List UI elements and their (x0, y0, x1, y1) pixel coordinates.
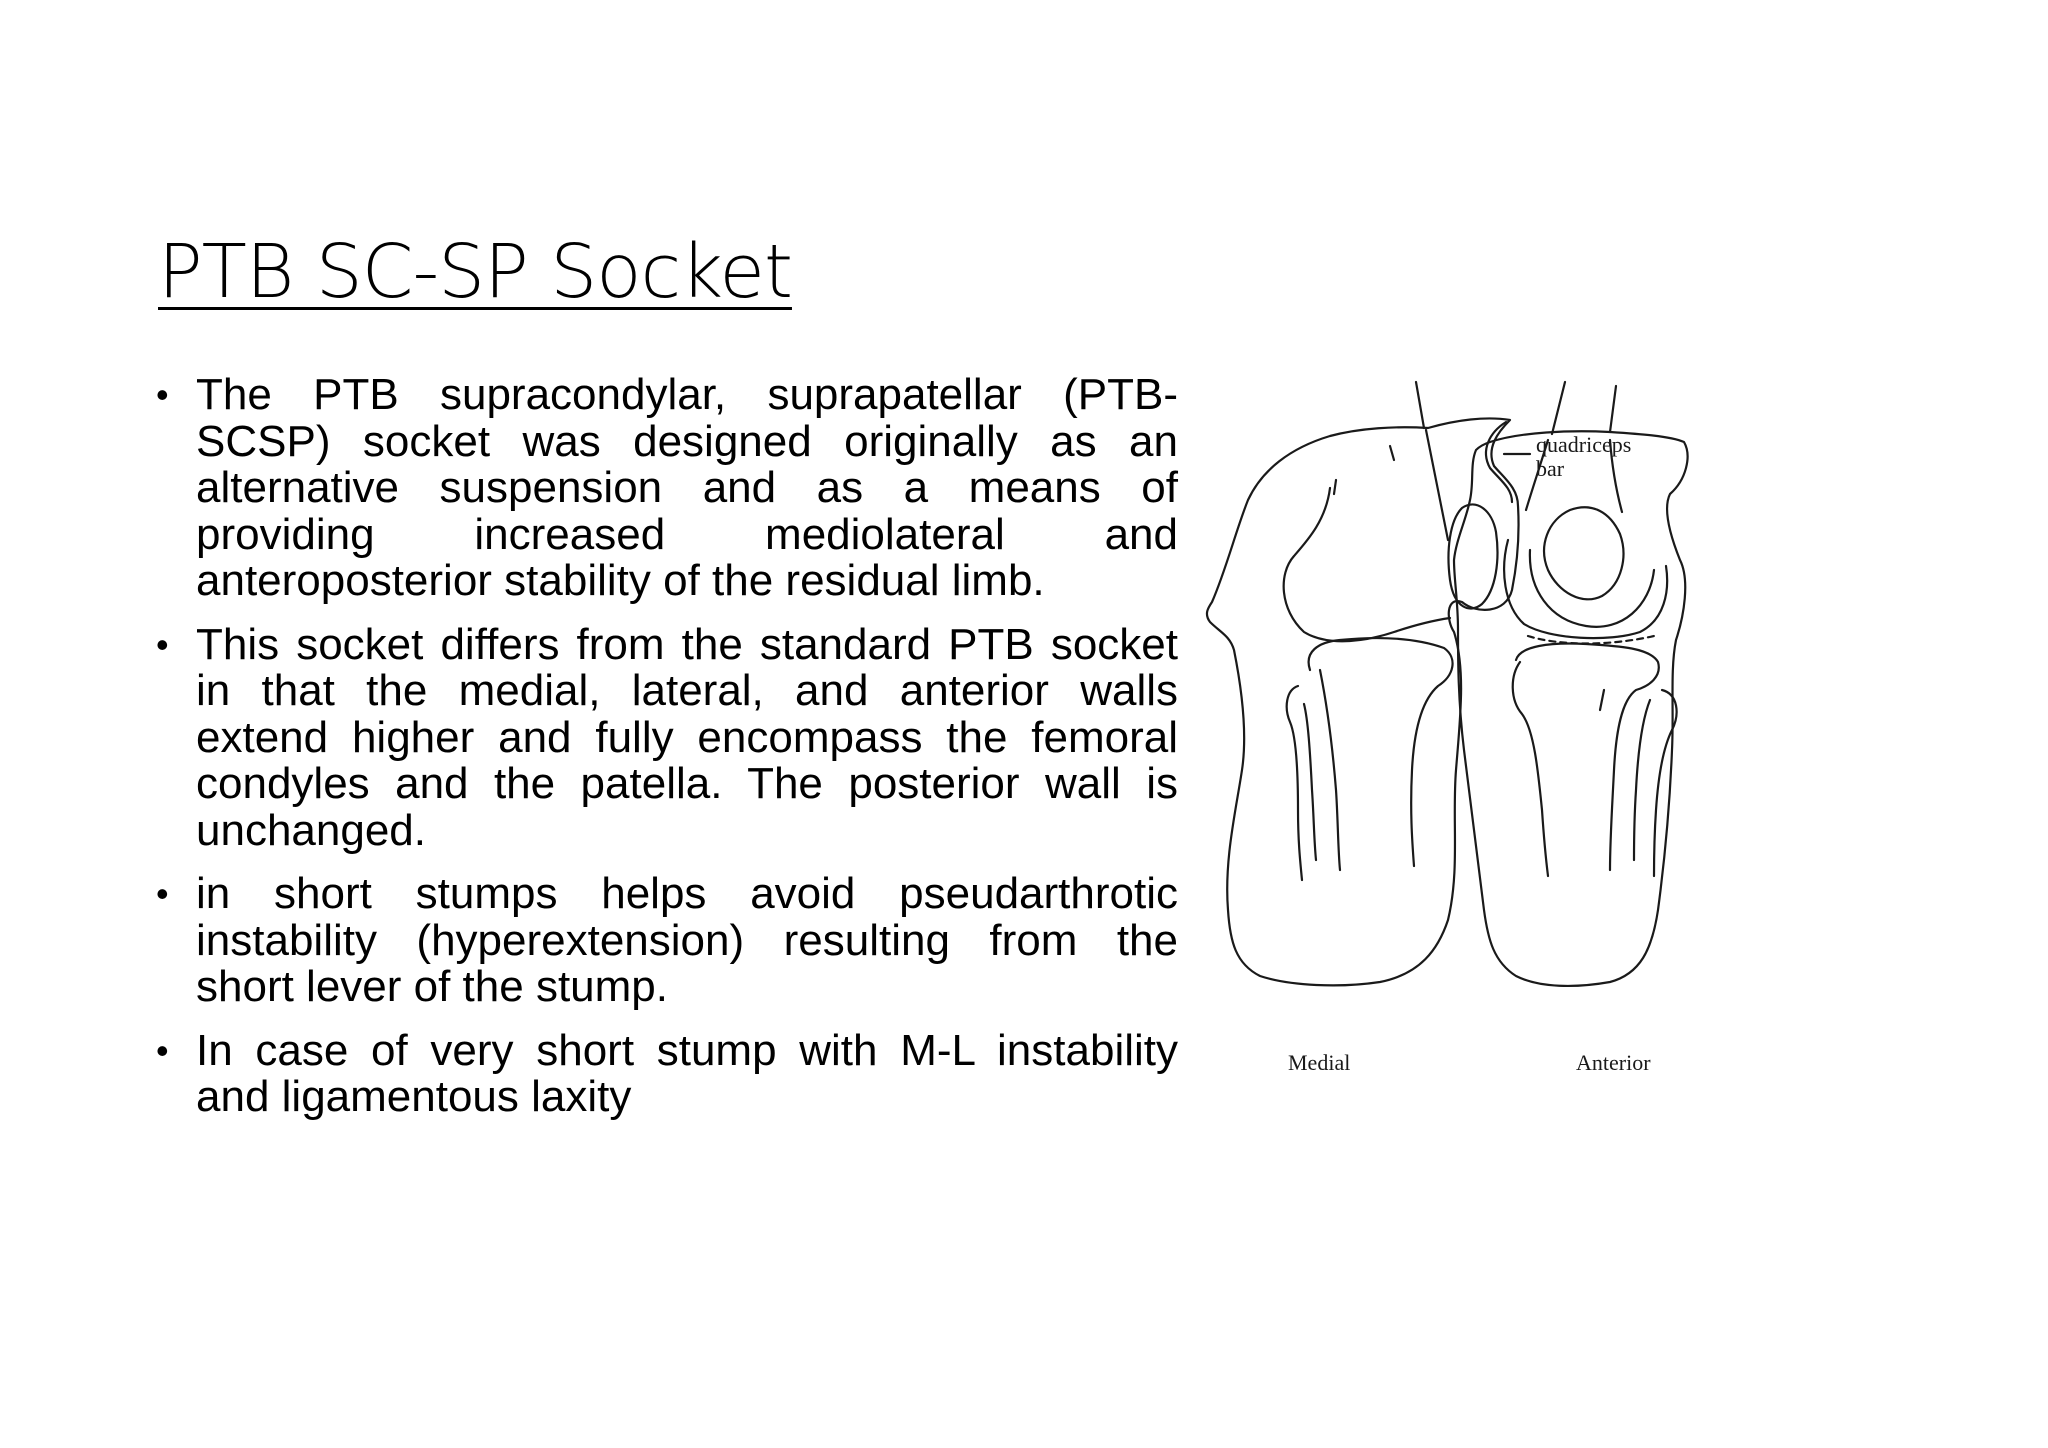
medial-fibula (1287, 686, 1302, 880)
medial-detail-mark (1390, 446, 1394, 460)
socket-illustration (1200, 370, 1720, 1100)
medial-detail-mark (1334, 480, 1336, 494)
anterior-tibia-left (1513, 662, 1548, 876)
slide-title: PTB SC-SP Socket (158, 229, 792, 315)
anterior-patella-outer (1530, 550, 1654, 627)
bullet-symbol: • (156, 374, 169, 415)
anterior-condyles (1504, 540, 1667, 638)
bullet-item (150, 619, 1178, 855)
quadriceps-label: quadriceps (1536, 432, 1632, 457)
medial-femoral-condyle (1284, 488, 1450, 641)
bullet-symbol: • (156, 1029, 169, 1071)
bullet-text: in short stumps helps avoid pseudarthrotic instability (hyperextension) resulting from the short lever of the stump. (196, 869, 1178, 1011)
medial-fibula-inner (1304, 704, 1316, 860)
medial-femur-line (1416, 382, 1424, 428)
anterior-label: Anterior (1576, 1050, 1651, 1075)
medial-tibia-inner (1320, 670, 1340, 870)
anterior-view-body (1454, 382, 1688, 986)
medial-femur-line (1426, 430, 1448, 540)
socket-drawing (1200, 370, 1720, 1100)
anterior-femur-line (1552, 382, 1565, 434)
bullet-item (150, 372, 1178, 605)
bullet-text: The PTB supracondylar, suprapatellar (PTB-SCSP) socket was designed originally as an alternative suspension and as a means of providing increased mediolateral and anteroposterior stability of the residual limb. (196, 370, 1178, 605)
bullet-symbol: • (156, 873, 169, 914)
bullet-symbol: • (156, 623, 169, 665)
medial-tibia (1309, 638, 1453, 866)
bullet-list (150, 372, 1178, 1138)
bullet-text: In case of very short stump with M-L instability and ligamentous laxity (196, 1025, 1178, 1121)
quadriceps-label-bar: bar (1536, 456, 1565, 481)
anterior-fibula-inner (1634, 700, 1650, 860)
bullet-item (150, 1025, 1178, 1121)
medial-label: Medial (1288, 1050, 1351, 1075)
bullet-item (150, 871, 1178, 1011)
anterior-patella (1544, 507, 1623, 599)
anterior-detail-mark (1600, 690, 1604, 710)
anterior-femur-line (1610, 386, 1616, 432)
bullet-text: This socket differs from the standard PTB socket in that the medial, lateral, and anterior walls extend higher and fully encompass the femoral condyles and the patella. The posterior wall is unchanged. (196, 619, 1178, 855)
